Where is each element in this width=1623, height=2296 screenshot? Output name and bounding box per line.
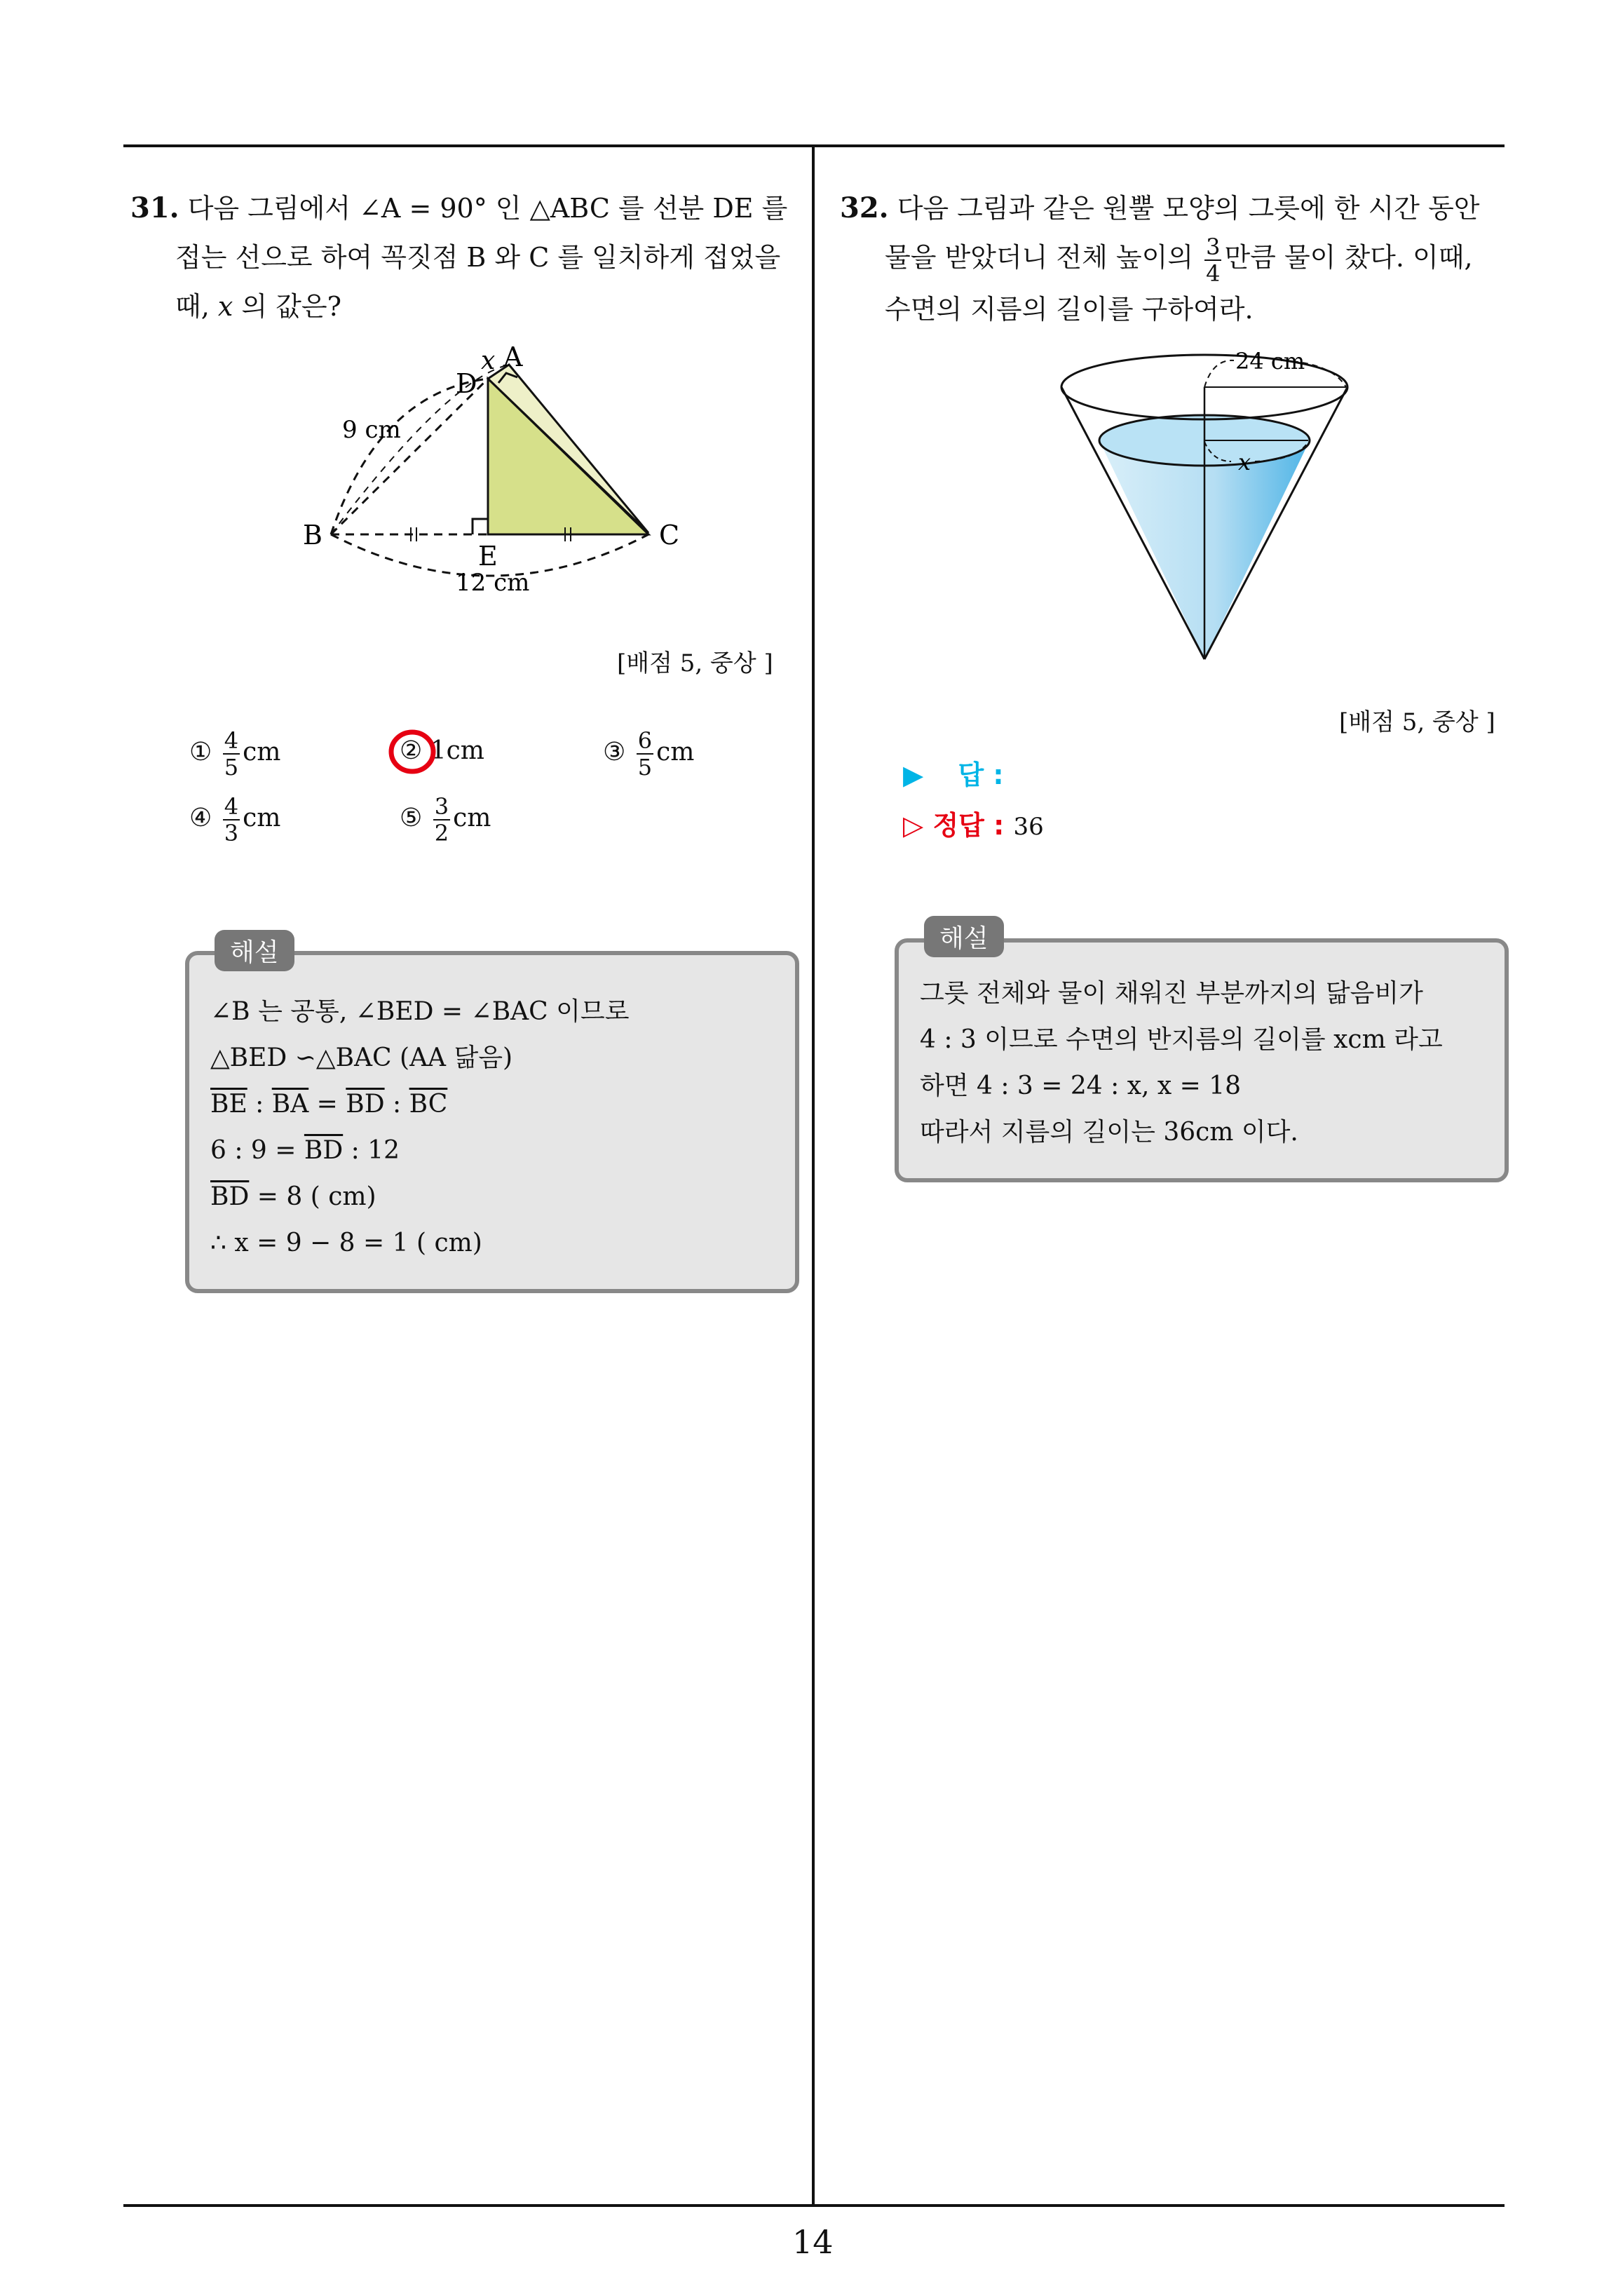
play-icon: ▶	[903, 759, 924, 790]
q32-explanation-box	[895, 938, 1509, 1182]
q31-choice-4[interactable]	[189, 795, 280, 844]
q31-line2: 접는 선으로 하여 꼭짓점 B 와 C 를 일치하게 접었을	[175, 242, 781, 273]
q32-exp-line1: 그릇 전체와 물이 채워진 부분까지의 닮음비가	[920, 979, 1423, 1008]
q31-exp-line1: ∠B 는 공통, ∠BED = ∠BAC 이므로	[210, 997, 630, 1026]
q32-explanation-tag: 해설	[924, 916, 1004, 957]
label-b: B	[303, 520, 322, 551]
triangle-dec	[488, 379, 648, 534]
correct-answer-row	[903, 804, 1044, 842]
q31-line3-pre: 때,	[175, 291, 218, 322]
q31-line3-post: 의 값은?	[233, 291, 341, 322]
label-24cm: 24 cm	[1235, 348, 1305, 374]
q31-choice-1[interactable]	[189, 727, 281, 781]
choice-mark: ③	[603, 738, 626, 767]
q31-exp-line5: $\overline{BD} = 8$ ( cm)	[210, 1182, 376, 1211]
dashed-bd	[331, 379, 488, 534]
q31-explanation-tag: 해설	[215, 930, 294, 971]
q32-number: 32.	[840, 191, 889, 224]
correct-value: 36	[1013, 813, 1044, 841]
q31-exp-line2: △BED ∽△BAC (AA 닮음)	[210, 1044, 513, 1072]
q31-text	[130, 184, 803, 331]
label-d: D	[456, 368, 477, 399]
q31-choice-2[interactable]	[400, 736, 484, 765]
q31-exp-line3: $\overline{BE}$ : $\overline{BA} = \overline{BD}$ : $\overline{BC}$	[210, 1090, 448, 1119]
choice-unit: cm	[453, 804, 491, 832]
answer-row	[903, 753, 1004, 792]
q31-line1: 다음 그림에서 ∠A = 90° 인 △ABC 를 선분 DE 를	[187, 193, 788, 224]
q32-line2-pre: 물을 받았더니 전체 높이의	[885, 242, 1202, 273]
q32-cone-figure	[1045, 337, 1367, 673]
choice-fraction: $\frac{3}{2}$	[434, 793, 449, 846]
q31-explanation-box	[185, 951, 799, 1293]
q32-line3: 수면의 지름의 길이를 구하여라.	[885, 293, 1254, 325]
choice-fraction: $\frac{4}{3}$	[224, 793, 239, 846]
q32-exp-line3: 하면 4 : 3 = 24 : x, x = 18	[920, 1072, 1242, 1100]
selected-circle-mark	[386, 727, 443, 777]
q31-score: [배점 5, 중상 ]	[617, 649, 773, 677]
column-divider	[812, 144, 815, 2206]
choice-unit: cm	[656, 738, 695, 767]
label-c: C	[659, 520, 680, 551]
q32-exp-line2: 4 : 3 이므로 수면의 반지름의 길이를 xcm 라고	[920, 1025, 1443, 1054]
page-number: 14	[792, 2223, 834, 2261]
q31-line3-var: x	[217, 291, 233, 322]
choice-mark: ④	[189, 804, 212, 832]
label-e: E	[478, 541, 498, 572]
q32-exp-line4: 따라서 지름의 길이는 36cm 이다.	[920, 1118, 1298, 1147]
bottom-rule	[123, 2204, 1505, 2207]
choice-mark: ⑤	[400, 804, 423, 832]
q32-score: [배점 5, 중상 ]	[1339, 708, 1495, 736]
choice-mark: ②	[400, 736, 423, 765]
label-12cm: 12 cm	[456, 569, 530, 597]
q32-text	[840, 184, 1513, 334]
answer-label: 답 :	[958, 759, 1004, 790]
label-x: x	[481, 346, 496, 375]
q32-line2-post: 만큼 물이 찼다. 이때,	[1224, 242, 1473, 273]
choice-fraction: $\frac{6}{5}$	[637, 727, 653, 781]
choice-text: 1cm	[430, 736, 484, 765]
choice-fraction: $\frac{4}{5}$	[224, 727, 239, 781]
q31-exp-line4: 6 : $9 = \overline{BD}$ : 12	[210, 1136, 400, 1165]
q31-number: 31.	[130, 191, 179, 224]
q31-triangle-figure	[280, 337, 715, 603]
q32-fraction: $\frac{3}{4}$	[1206, 233, 1221, 287]
right-angle-e	[473, 519, 488, 534]
outline-play-icon: ▷	[903, 810, 924, 841]
choice-unit: cm	[243, 804, 281, 832]
q31-choice-3[interactable]	[603, 727, 695, 781]
label-9cm: 9 cm	[342, 416, 401, 444]
label-x: x	[1238, 449, 1251, 475]
q31-choice-5[interactable]	[400, 795, 491, 844]
choice-unit: cm	[243, 738, 281, 767]
choice-mark: ①	[189, 738, 212, 767]
correct-label: 정답 :	[932, 810, 1005, 841]
q31-exp-line6: ∴ x = 9 − 8 = 1 ( cm)	[210, 1229, 482, 1257]
label-a: A	[503, 342, 523, 372]
q32-line1: 다음 그림과 같은 원뿔 모양의 그릇에 한 시간 동안	[897, 193, 1480, 224]
